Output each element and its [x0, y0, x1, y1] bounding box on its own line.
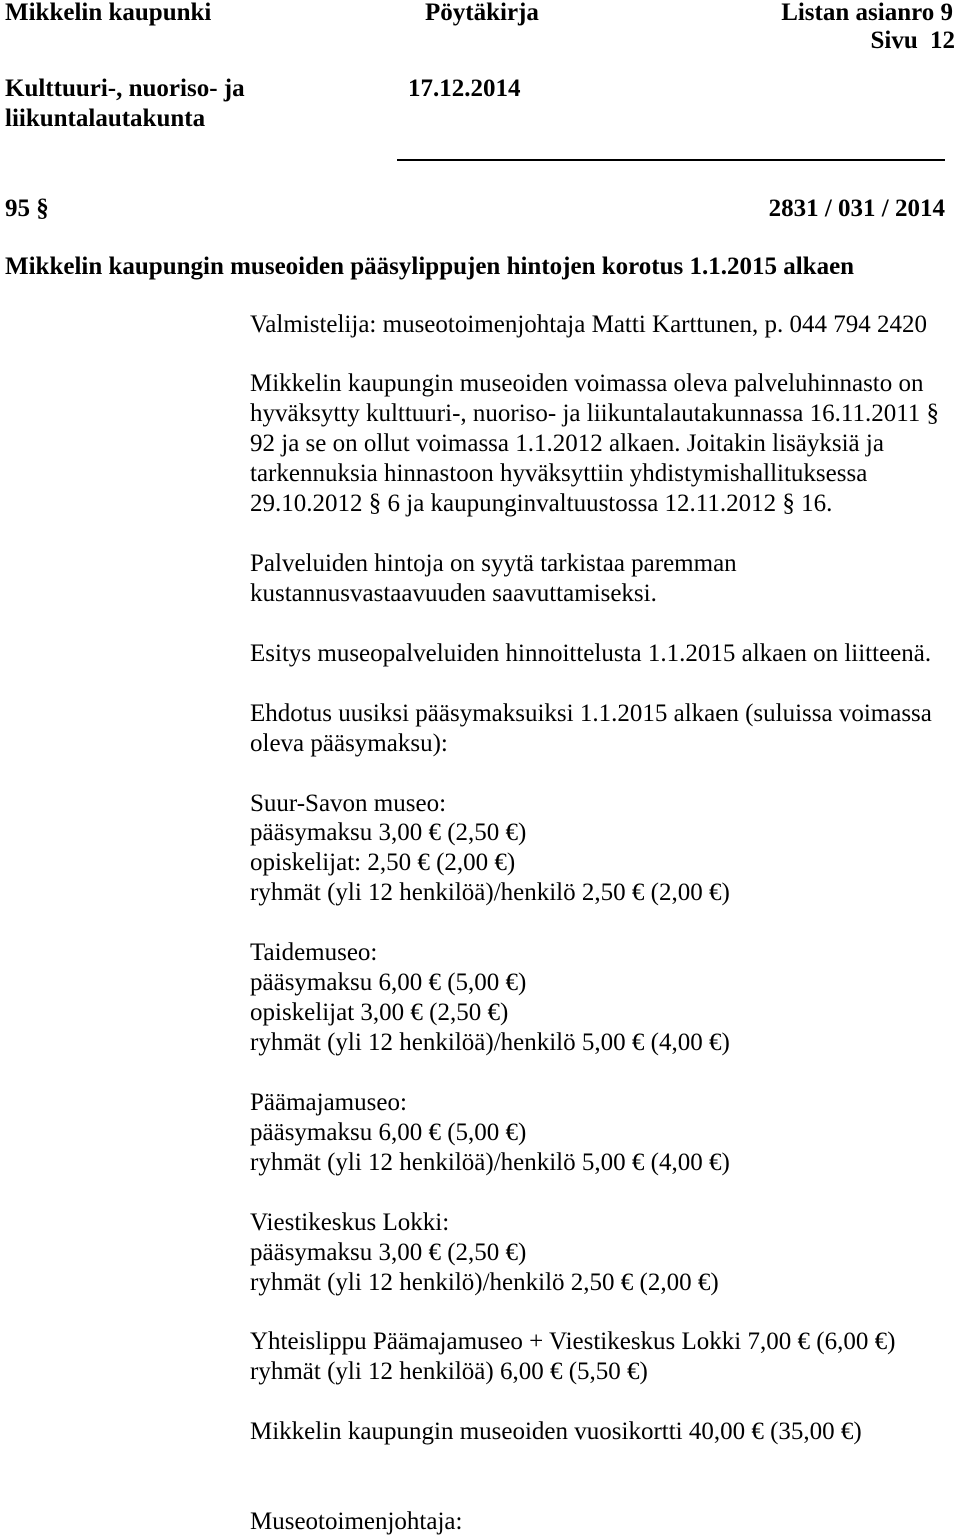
paragraph-line: kustannusvastaavuuden saavuttamiseksi.	[250, 579, 657, 607]
price-group-suur-savon-museo	[250, 789, 939, 909]
annual-card	[250, 1417, 939, 1447]
document-type: Pöytäkirja	[425, 0, 539, 26]
price-line: ryhmät (yli 12 henkilöä) 6,00 € (5,50 €)	[250, 1358, 648, 1386]
price-line: opiskelijat: 2,50 € (2,00 €)	[250, 849, 516, 877]
committee-name-line1: Kulttuuri-, nuoriso- ja	[5, 75, 245, 102]
price-line: Mikkelin kaupungin museoiden vuosikortti 40,00 € (35,00 €)	[250, 1418, 862, 1446]
price-line: ryhmät (yli 12 henkilöä)/henkilö 2,50 € (2,00 €)	[250, 879, 730, 907]
organization-name: Mikkelin kaupunki	[5, 0, 212, 26]
price-line: pääsymaksu 3,00 € (2,50 €)	[250, 1238, 527, 1266]
meeting-date: 17.12.2014	[408, 75, 521, 102]
preparer-block	[250, 310, 939, 340]
paragraph-line: hyväksytty kulttuuri-, nuoriso- ja liikuntalautakunnassa 16.11.2011 §	[250, 400, 940, 428]
paragraph-line: 29.10.2012 § 6 ja kaupunginvaltuustossa 12.11.2012 § 16.	[250, 490, 833, 518]
price-group-heading: Viestikeskus Lokki:	[250, 1208, 450, 1236]
price-line: pääsymaksu 3,00 € (2,50 €)	[250, 819, 527, 847]
header-divider	[397, 159, 945, 161]
price-line: ryhmät (yli 12 henkilöä)/henkilö 5,00 € (4,00 €)	[250, 1148, 730, 1176]
section-title: Mikkelin kaupungin museoiden pääsylippujen hintojen korotus 1.1.2015 alkaen	[5, 253, 855, 280]
price-line: opiskelijat 3,00 € (2,50 €)	[250, 999, 509, 1027]
paragraph-line: 92 ja se on ollut voimassa 1.1.2012 alkaen. Joitakin lisäyksiä ja	[250, 430, 884, 458]
price-group-heading: Suur-Savon museo:	[250, 789, 447, 817]
paragraph-line: tarkennuksia hinnastoon hyväksyttiin yhdistymishallituksessa	[250, 460, 868, 488]
proposal-intro	[250, 699, 939, 759]
committee-name-line2: liikuntalautakunta	[5, 105, 206, 132]
paragraph-line: oleva pääsymaksu):	[250, 729, 448, 757]
price-line: ryhmät (yli 12 henkilö)/henkilö 2,50 € (2,00 €)	[250, 1268, 719, 1296]
price-line: pääsymaksu 6,00 € (5,00 €)	[250, 969, 527, 997]
price-line: Yhteislippu Päämajamuseo + Viestikeskus Lokki 7,00 € (6,00 €)	[250, 1328, 896, 1356]
price-line: pääsymaksu 6,00 € (5,00 €)	[250, 1118, 527, 1146]
price-group-paamajamuseo	[250, 1088, 939, 1178]
price-group-heading: Päämajamuseo:	[250, 1088, 407, 1116]
paragraph-current-prices	[250, 369, 939, 519]
combined-ticket	[250, 1327, 939, 1387]
price-line: ryhmät (yli 12 henkilöä)/henkilö 5,00 € (4,00 €)	[250, 1029, 730, 1056]
agenda-item-number: Listan asianro 9	[781, 0, 953, 26]
attachment-note-line: Esitys museopalveluiden hinnoittelusta 1.1.2015 alkaen on liitteenä.	[250, 639, 932, 667]
section-number: 95 §	[5, 195, 49, 222]
paragraph-line: Ehdotus uusiksi pääsymaksuiksi 1.1.2015 alkaen (suluissa voimassa	[250, 699, 932, 727]
preparer-line: Valmistelija: museotoimenjohtaja Matti Karttunen, p. 044 794 2420	[250, 310, 927, 338]
page-number: Sivu 12	[870, 27, 955, 54]
price-group-taidemuseo	[250, 938, 939, 1058]
record-reference: 2831 / 031 / 2014	[768, 195, 945, 222]
price-group-viestikeskus-lokki	[250, 1208, 939, 1298]
signature-block	[250, 1507, 939, 1537]
price-group-heading: Taidemuseo:	[250, 939, 378, 967]
paragraph-reason	[250, 549, 939, 609]
paragraph-line: Palveluiden hintoja on syytä tarkistaa paremman	[250, 550, 737, 577]
paragraph-line: Mikkelin kaupungin museoiden voimassa oleva palveluhinnasto on	[250, 370, 924, 398]
signature-title: Museotoimenjohtaja:	[250, 1508, 463, 1536]
document-body	[250, 310, 939, 1537]
attachment-note	[250, 639, 939, 669]
